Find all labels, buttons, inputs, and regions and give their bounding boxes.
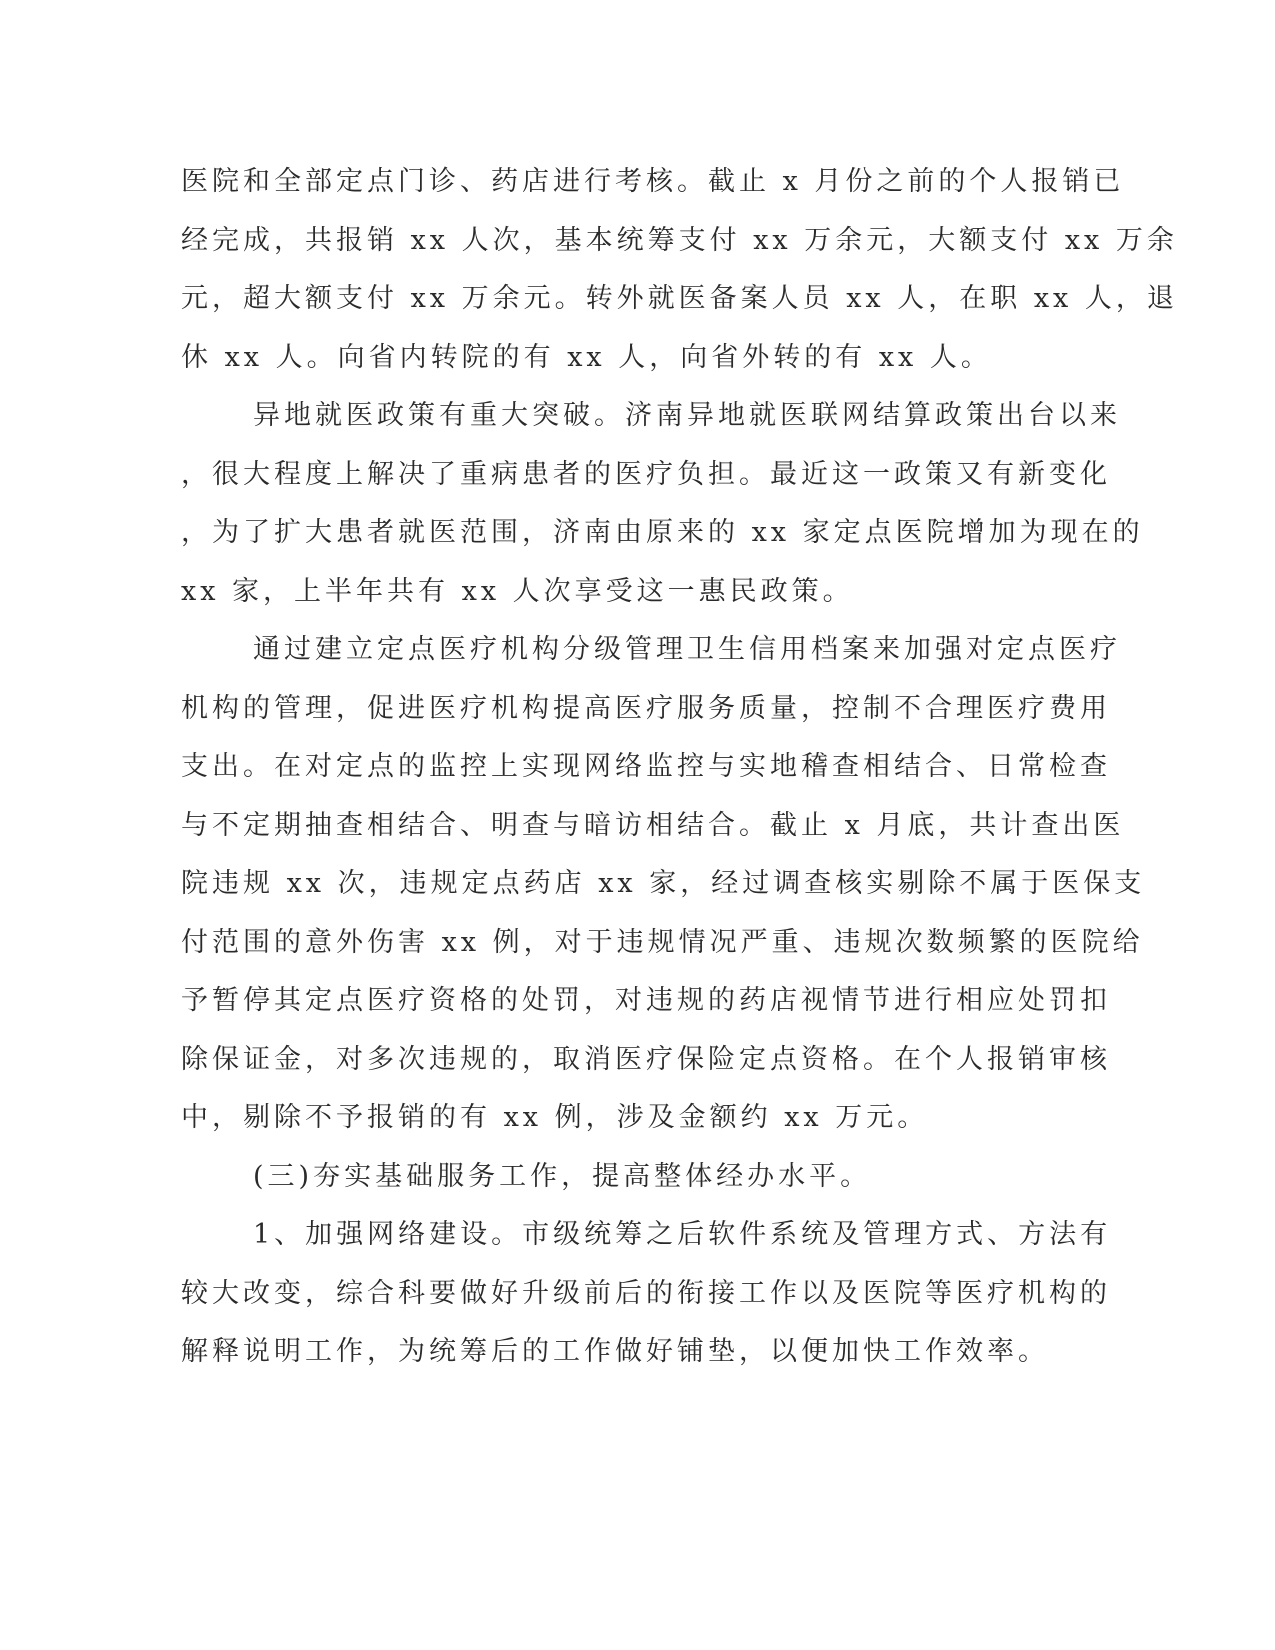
- paragraph-first-line: 1、加强网络建设。市级统筹之后软件系统及管理方式、方法有: [253, 1219, 1112, 1250]
- text-line: 付范围的意外伤害 xx 例，对于违规情况严重、违规次数频繁的医院给: [181, 926, 1144, 958]
- text-line: ，为了扩大患者就医范围，济南由原来的 xx 家定点医院增加为现在的: [181, 517, 1144, 548]
- text-line: 机构的管理，促进医疗机构提高医疗服务质量，控制不合理医疗费用: [181, 692, 1111, 724]
- paragraph-first-line: 通过建立定点医疗机构分级管理卫生信用档案来加强对定点医疗: [253, 634, 1121, 665]
- text-line: 医院和全部定点门诊、药店进行考核。截止 x 月份之前的个人报销已: [181, 166, 1125, 197]
- section-heading: (三)夯实基础服务工作，提高整体经办水平。: [253, 1160, 872, 1192]
- text-line: xx 家，上半年共有 xx 人次享受这一惠民政策。: [181, 575, 854, 607]
- text-line: 院违规 xx 次，违规定点药店 xx 家，经过调查核实剔除不属于医保支: [181, 868, 1146, 899]
- body-text: [181, 160, 1178, 1389]
- text-line: 除保证金，对多次违规的，取消医疗保险定点资格。在个人报销审核: [181, 1043, 1111, 1075]
- text-line: 支出。在对定点的监控上实现网络监控与实地稽查相结合、日常检查: [181, 751, 1111, 782]
- text-line: 解释说明工作，为统筹后的工作做好铺垫，以便加快工作效率。: [181, 1336, 1049, 1367]
- text-line: 予暂停其定点医疗资格的处罚，对违规的药店视情节进行相应处罚扣: [181, 985, 1111, 1016]
- text-line: 较大改变，综合科要做好升级前后的衔接工作以及医院等医疗机构的: [181, 1277, 1111, 1309]
- text-line: ，很大程度上解决了重病患者的医疗负担。最近这一政策又有新变化: [181, 458, 1111, 490]
- paragraph-first-line: 异地就医政策有重大突破。济南异地就医联网结算政策出台以来: [253, 400, 1121, 431]
- text-line: 元，超大额支付 xx 万余元。转外就医备案人员 xx 人，在职 xx 人，退: [181, 283, 1178, 314]
- text-line: 与不定期抽查相结合、明查与暗访相结合。截止 x 月底，共计查出医: [181, 809, 1125, 841]
- text-line: 经完成，共报销 xx 人次，基本统筹支付 xx 万余元，大额支付 xx 万余: [181, 224, 1178, 256]
- text-line: 中，剔除不予报销的有 xx 例，涉及金额约 xx 万元。: [181, 1102, 929, 1133]
- text-line: 休 xx 人。向省内转院的有 xx 人，向省外转的有 xx 人。: [181, 341, 992, 373]
